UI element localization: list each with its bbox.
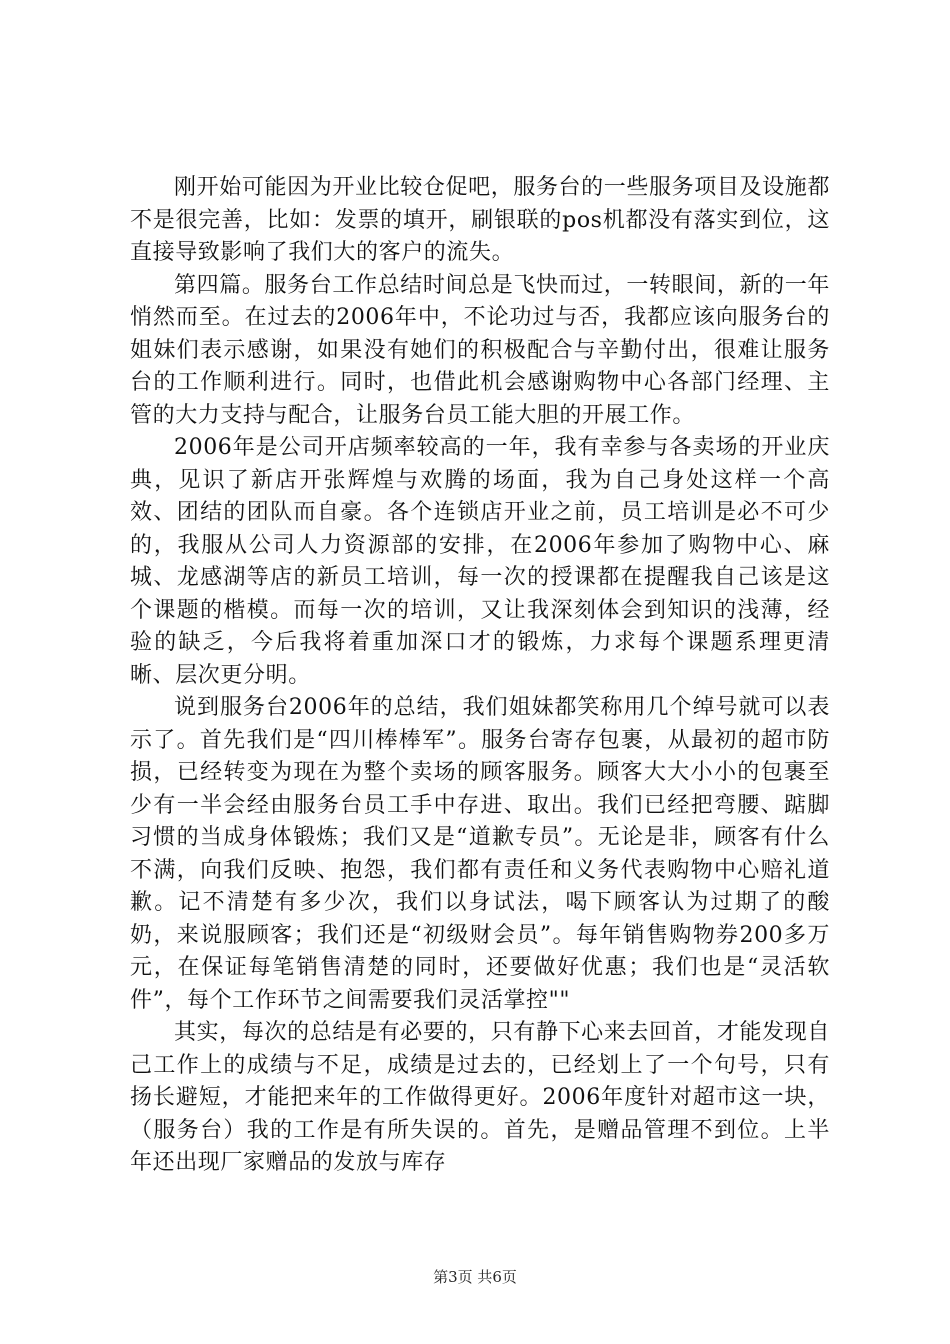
paragraph: 2006年是公司开店频率较高的一年，我有幸参与各卖场的开业庆典，见识了新店开张辉煌与欢腾的场面，我为自己身处这样一个高效、团结的团队而自豪。各个连锁店开业之前，员工培训是必不可少的，我服从公司人力资源部的安排，在2006年参加了购物中心、麻城、龙感湖等店的新员工培训，每一次的授课都在提醒我自己该是这个课题的楷模。而每一次的培训，又让我深刻体会到知识的浅薄，经验的缺乏，今后我将着重加深口才的锻炼，力求每个课题系理更清晰、层次更分明。 <box>130 435 830 688</box>
paragraph: 刚开始可能因为开业比较仓促吧，服务台的一些服务项目及设施都不是很完善，比如：发票的填开，刷银联的pos机都没有落实到位，这直接导致影响了我们大的客户的流失。 <box>130 175 830 265</box>
paragraph: 说到服务台2006年的总结，我们姐妹都笑称用几个绰号就可以表示了。首先我们是“四川棒棒军”。服务台寄存包裹，从最初的超市防损，已经转变为现在为整个卖场的顾客服务。顾客大大小小的包裹至少有一半会经由服务台员工手中存进、取出。我们已经把弯腰、踮脚习惯的当成身体锻炼；我们又是“道歉专员”。无论是非，顾客有什么不满，向我们反映、抱怨，我们都有责任和义务代表购物中心赔礼道歉。记不清楚有多少次，我们以身试法，喝下顾客认为过期了的酸奶，来说服顾客；我们还是“初级财会员”。每年销售购物券200多万元，在保证每笔销售清楚的同时，还要做好优惠；我们也是“灵活软件”，每个工作环节之间需要我们灵活掌控"" <box>130 695 830 1013</box>
paragraph: 第四篇。服务台工作总结时间总是飞快而过，一转眼间，新的一年悄然而至。在过去的2006年中，不论功过与否，我都应该向服务台的姐妹们表示感谢，如果没有她们的积极配合与辛勤付出，很难让服务台的工作顺利进行。同时，也借此机会感谢购物中心各部门经理、主管的大力支持与配合，让服务台员工能大胆的开展工作。 <box>130 272 830 428</box>
paragraph: 其实，每次的总结是有必要的，只有静下心来去回首，才能发现自己工作上的成绩与不足，成绩是过去的，已经划上了一个句号，只有扬长避短，才能把来年的工作做得更好。2006年度针对超市这一块，（服务台）我的工作是有所失误的。首先，是赠品管理不到位。上半年还出现厂家赠品的发放与库存 <box>130 1020 830 1175</box>
document-body <box>130 172 830 1180</box>
page-number-footer: 第3页 共6页 <box>433 1268 517 1286</box>
